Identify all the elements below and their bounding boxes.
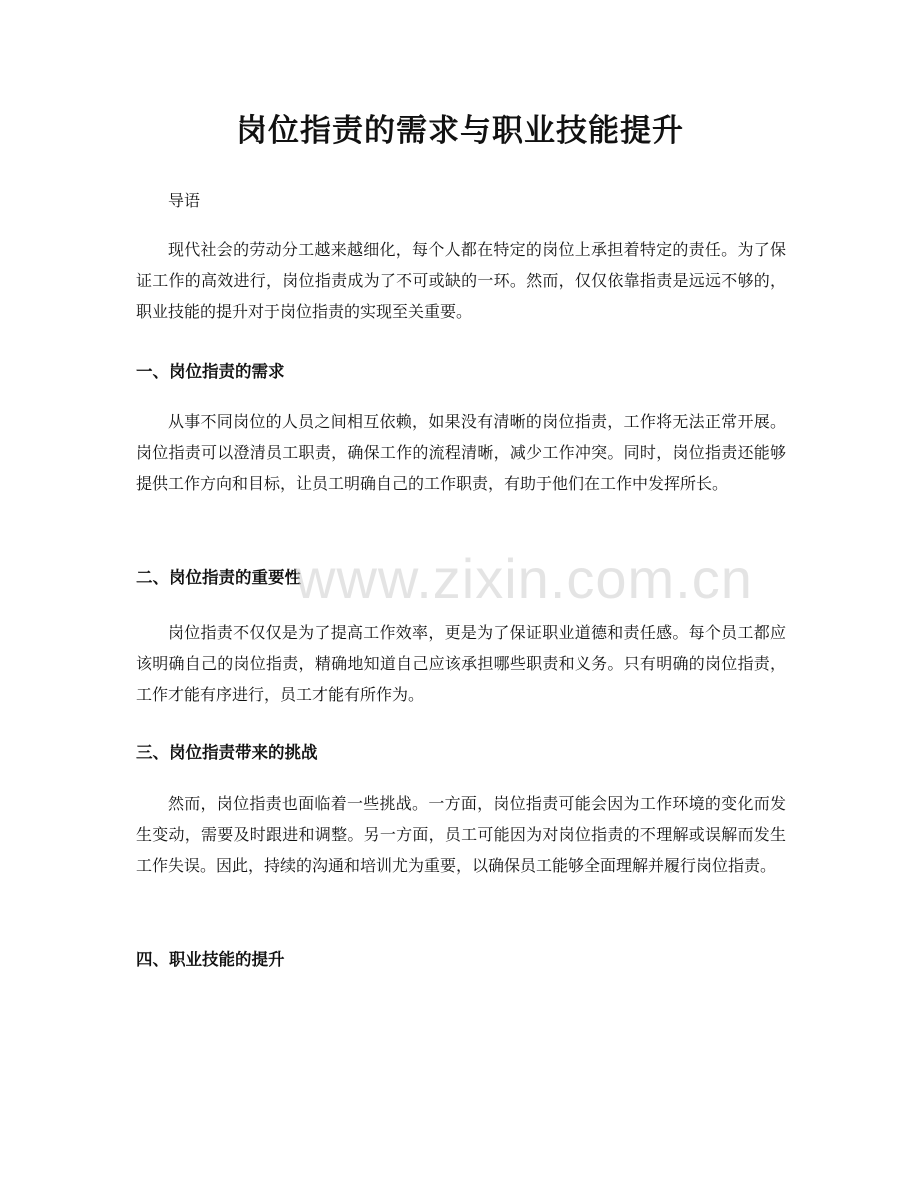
section-heading-3: 三、岗位指责带来的挑战 — [136, 743, 318, 762]
section-body-3: 然而，岗位指责也面临着一些挑战。一方面，岗位指责可能会因为工作环境的变化而发生变动，需要及时跟进和调整。另一方面，员工可能因为对岗位指责的不理解或误解而发生工作失误。因此，持续的沟通和培训尤为重要，以确保员工能够全面理解并履行岗位指责。 — [136, 794, 786, 875]
intro-paragraph: 现代社会的劳动分工越来越细化，每个人都在特定的岗位上承担着特定的责任。为了保证工作的高效进行，岗位指责成为了不可或缺的一环。然而，仅仅依靠指责是远远不够的，职业技能的提升对于岗位指责的实现至关重要。 — [136, 240, 786, 321]
watermark: www.zixin.com.cn — [295, 547, 753, 610]
section-body-2: 岗位指责不仅仅是为了提高工作效率，更是为了保证职业道德和责任感。每个员工都应该明确自己的岗位指责，精确地知道自己应该承担哪些职责和义务。只有明确的岗位指责，工作才能有序进行，员工才能有所作为。 — [136, 623, 786, 704]
section-body-1: 从事不同岗位的人员之间相互依赖，如果没有清晰的岗位指责，工作将无法正常开展。岗位指责可以澄清员工职责，确保工作的流程清晰，减少工作冲突。同时，岗位指责还能够提供工作方向和目标，让员工明确自己的工作职责，有助于他们在工作中发挥所长。 — [136, 412, 786, 493]
lead-label: 导语 — [168, 191, 201, 210]
section-heading-2: 二、岗位指责的重要性 — [136, 568, 301, 587]
section-heading-1: 一、岗位指责的需求 — [136, 362, 285, 381]
page-title: 岗位指责的需求与职业技能提升 — [236, 113, 684, 149]
section-heading-4: 四、职业技能的提升 — [136, 950, 285, 969]
